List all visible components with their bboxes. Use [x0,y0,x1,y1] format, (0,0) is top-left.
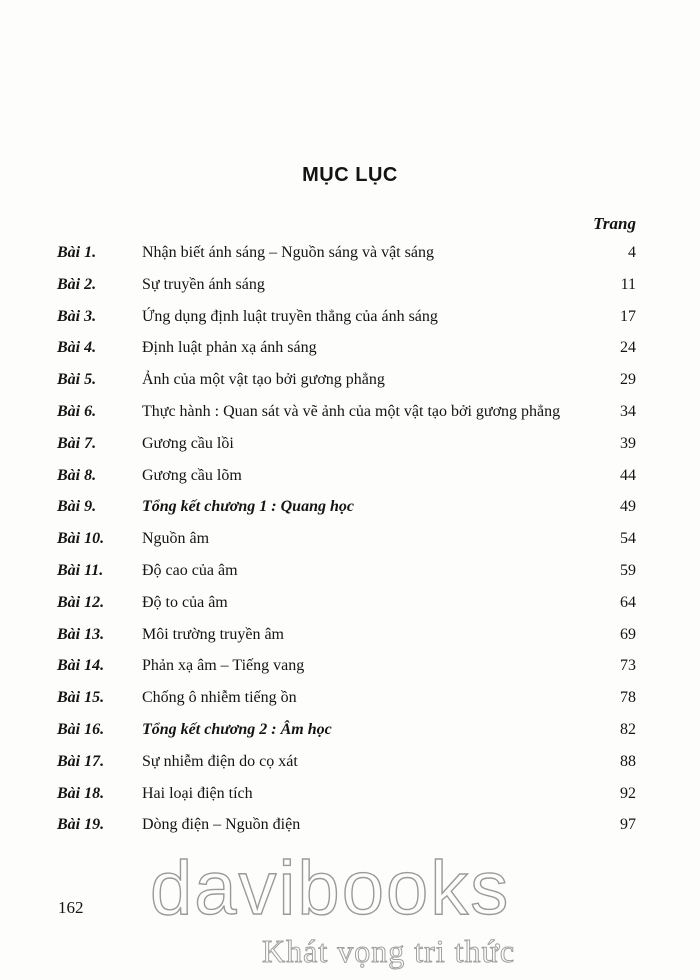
lesson-page: 24 [620,339,636,357]
toc-entry [0,592,700,624]
table-of-contents [0,242,700,846]
lesson-page: 92 [620,784,636,802]
toc-entry [0,274,700,306]
lesson-title: Ảnh của một vật tạo bởi gương phẳng [142,371,385,389]
toc-entry [0,624,700,656]
lesson-page: 54 [620,530,636,548]
lesson-page: 39 [620,434,636,452]
lesson-page: 64 [620,593,636,611]
lesson-page: 44 [620,466,636,484]
toc-entry [0,496,700,528]
watermark-tagline: Khát vọng tri thức [262,933,516,969]
lesson-number: Bài 12. [57,593,105,611]
lesson-title: Thực hành : Quan sát và vẽ ảnh của một vật tạo bởi gương phẳng [142,402,561,420]
toc-entry [0,433,700,465]
lesson-title: Sự nhiễm điện do cọ xát [142,752,298,770]
lesson-page: 73 [620,657,636,675]
toc-entry [0,814,700,846]
lesson-title: Nguồn âm [142,530,210,548]
toc-entry [0,337,700,369]
lesson-title: Định luật phản xạ ánh sáng [142,339,317,357]
toc-entry [0,560,700,592]
lesson-title: Tổng kết chương 2 : Âm học [142,720,332,738]
toc-entry [0,655,700,687]
page-number: 162 [58,898,84,917]
toc-entry [0,306,700,338]
lesson-title: Tổng kết chương 1 : Quang học [142,498,354,516]
lesson-number: Bài 8. [57,466,97,484]
toc-entry [0,783,700,815]
lesson-page: 82 [620,720,636,738]
lesson-page: 97 [620,816,636,834]
lesson-page: 69 [620,625,636,643]
lesson-title: Độ cao của âm [142,561,238,579]
lesson-title: Độ to của âm [142,593,228,611]
lesson-title: Nhận biết ánh sáng – Nguồn sáng và vật sáng [142,244,434,261]
toc-entry [0,465,700,497]
page-title: MỤC LỤC [302,164,398,186]
lesson-number: Bài 10. [57,530,105,548]
lesson-number: Bài 11. [57,561,104,579]
lesson-title: Phản xạ âm – Tiếng vang [142,657,305,675]
page-column-header: Trang [593,214,636,233]
watermark-brand: davibooks [150,846,511,931]
lesson-page: 59 [620,561,636,579]
lesson-title: Sự truyền ánh sáng [142,275,265,293]
lesson-title: Hai loại điện tích [142,784,253,802]
lesson-title: Ứng dụng định luật truyền thẳng của ánh sáng [142,307,438,325]
toc-entry [0,719,700,751]
toc-entry [0,528,700,560]
lesson-title: Chống ô nhiễm tiếng ồn [142,689,297,707]
lesson-page: 11 [620,275,636,293]
lesson-number: Bài 2. [57,275,97,293]
lesson-number: Bài 13. [57,625,105,643]
lesson-title: Môi trường truyền âm [142,625,284,643]
toc-entry [0,242,700,274]
toc-entry [0,751,700,783]
lesson-title: Gương cầu lõm [142,466,242,484]
lesson-number: Bài 7. [57,434,97,452]
lesson-page: 49 [620,498,636,516]
lesson-title: Dòng điện – Nguồn điện [142,816,301,834]
lesson-number: Bài 15. [57,689,105,707]
lesson-number: Bài 9. [57,498,97,516]
lesson-page: 29 [620,371,636,389]
lesson-title: Gương cầu lồi [142,434,234,452]
lesson-number: Bài 16. [57,720,105,738]
lesson-number: Bài 1. [57,244,97,261]
lesson-page: 34 [620,402,636,420]
toc-entry [0,369,700,401]
lesson-page: 88 [620,752,636,770]
lesson-page: 17 [620,307,636,325]
lesson-number: Bài 14. [57,657,105,675]
lesson-page: 78 [620,689,636,707]
lesson-number: Bài 4. [57,339,97,357]
lesson-number: Bài 17. [57,752,105,770]
lesson-number: Bài 6. [57,402,97,420]
lesson-number: Bài 5. [57,371,97,389]
lesson-number: Bài 3. [57,307,97,325]
toc-entry [0,687,700,719]
lesson-page: 4 [628,244,636,261]
toc-entry [0,401,700,433]
lesson-number: Bài 19. [57,816,105,834]
lesson-number: Bài 18. [57,784,105,802]
